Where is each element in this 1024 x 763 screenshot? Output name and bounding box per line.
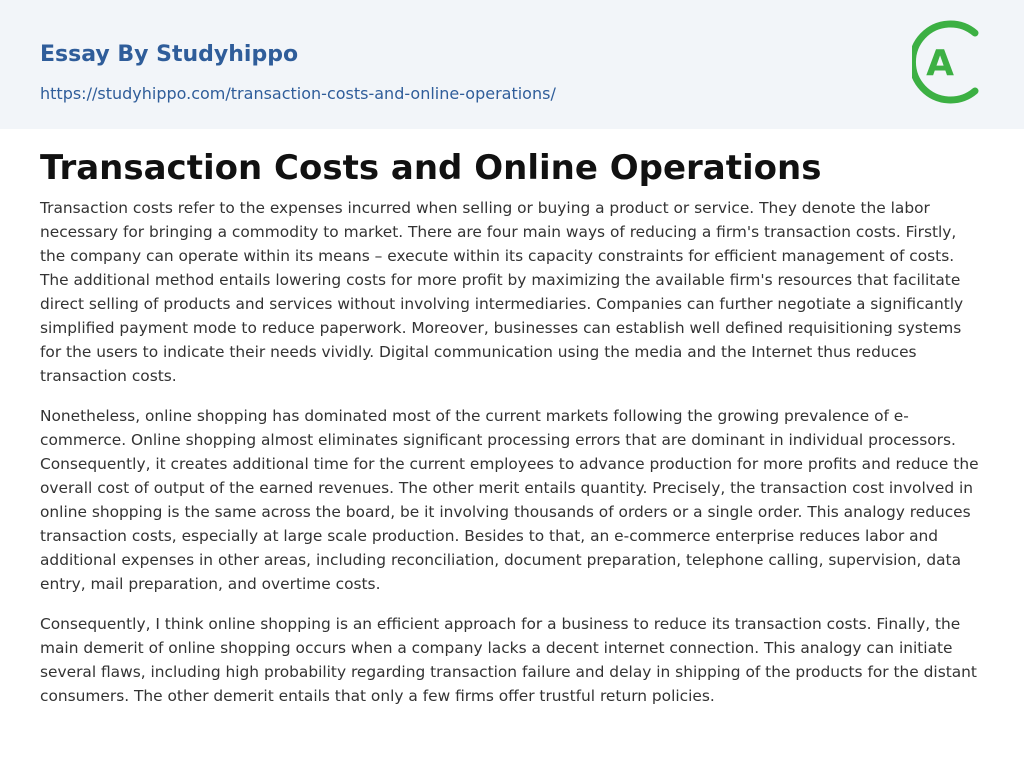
article-paragraph: Nonetheless, online shopping has dominated most of the current markets following the growing prevalence of e-commerce. Online shopping almost eliminates significant processing errors that are dominant in individual processors. Consequently, it creates additional time for the current employees to advance production for more profits and reduce the overall cost of output of the earned revenues. The other merit entails quantity. Precisely, the transaction cost involved in online shopping is the same across the board, be it involving thousands of orders or a single order. This analogy reduces transaction costs, especially at large scale production. Besides to that, an e-commerce enterprise reduces labor and additional expenses in other areas, including reconciliation, document preparation, telephone calling, supervision, data entry, mail preparation, and overtime costs. xyxy=(40,407,979,593)
article-title: Transaction Costs and Online Operations xyxy=(40,148,822,188)
site-brand: Essay By Studyhippo xyxy=(40,42,299,67)
essay-url-link[interactable]: https://studyhippo.com/transaction-costs-and-online-operations/ xyxy=(40,84,556,103)
article-content xyxy=(40,146,984,724)
article-paragraph: Consequently, I think online shopping is an efficient approach for a business to reduce its transaction costs. Finally, the main demerit of online shopping occurs when a company lacks a decent internet connection. This analogy can initiate several flaws, including high probability regarding transaction failure and delay in shipping of the products for the distant consumers. The other demerit entails that only a few firms offer trustful return policies. xyxy=(40,615,977,705)
article-paragraph: Transaction costs refer to the expenses incurred when selling or buying a product or service. They denote the labor necessary for bringing a commodity to market. There are four main ways of reducing a firm's transaction costs. Firstly, the company can operate within its means – execute within its capacity constraints for efficient management of costs. The additional method entails lowering costs for more profit by maximizing the available firm's resources that facilitate direct selling of products and services without involving intermediaries. Companies can further negotiate a significantly simplified payment mode to reduce paperwork. Moreover, businesses can establish well defined requisitioning systems for the users to indicate their needs vividly. Digital communication using the media and the Internet thus reduces transaction costs. xyxy=(40,199,964,385)
logo-letter: A xyxy=(926,43,954,84)
page-header xyxy=(0,0,1024,129)
studyhippo-logo-icon[interactable] xyxy=(912,19,986,105)
